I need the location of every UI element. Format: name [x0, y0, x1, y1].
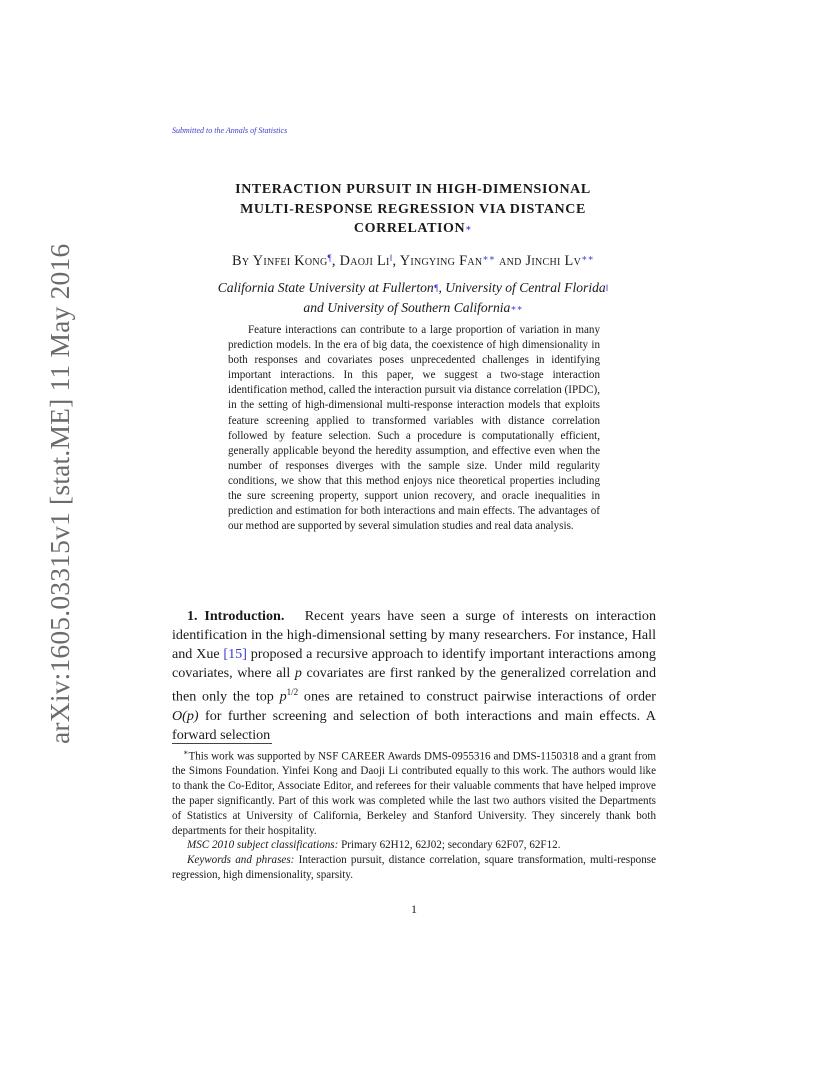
title-line-3: CORRELATION∗	[353, 221, 473, 236]
footnotes	[172, 746, 656, 883]
affiliation-line-2: and University of Southern California∗∗	[303, 300, 523, 315]
section-heading: 1. Introduction.	[187, 608, 285, 624]
arxiv-identifier-stamp	[8, 243, 75, 744]
page-number: 1	[411, 902, 417, 916]
affiliation-mark[interactable]: ¶	[327, 253, 332, 263]
keywords: Keywords and phrases: Interaction pursuit, distance correlation, square transformation, multi-response regression, high dimensionality, sparsity.	[172, 854, 656, 882]
abstract	[228, 323, 600, 534]
author-lv: Jinchi Lv	[525, 253, 582, 269]
affiliation-mark[interactable]: ∗∗	[510, 303, 523, 313]
author-kong: Yinfei Kong	[252, 253, 328, 269]
affiliation-mark[interactable]: ∗∗	[581, 253, 594, 263]
affiliation-line-1: California State University at Fullerton¶, University of Central Florida‖	[217, 280, 609, 295]
msc-classification: MSC 2010 subject classifications: Primary 62H12, 62J02; secondary 62F07, 62F12.	[187, 839, 561, 852]
affiliation-mark[interactable]: ∗∗	[482, 253, 496, 263]
affiliation-mark[interactable]: ‖	[605, 283, 609, 293]
affiliation-mark[interactable]: ¶	[433, 283, 439, 293]
author-fan: Yingying Fan	[399, 253, 483, 269]
title-footnote-mark[interactable]: ∗	[465, 223, 473, 233]
journal-note: Submitted to the Annals of Statistics	[172, 126, 288, 135]
introduction-section	[172, 607, 656, 745]
footnote-rule	[172, 743, 272, 744]
funding-footnote: ∗This work was supported by NSF CAREER Awards DMS-0955316 and DMS-1150318 and a grant from the Simons Foundation. Yinfei Kong and Daoji Li contributed equally to this work. The authors would like to thank the Co-Editor, Associate Editor, and referees for their valuable comments that have helped improve the paper significantly. Part of this work was completed while the last two authors visited the Departments of Statistics at University of California, Berkeley and Stanford University. They sincerely thank both departments for their hospitality.	[172, 748, 656, 837]
author-li: Daoji Li	[339, 253, 390, 269]
introduction-paragraph: 1. Introduction. Recent years have seen a surge of interests on interaction identification in the high-dimensional setting by many researchers. For instance, Hall and Xue [15] proposed a recursive approach to identify important interactions among covariates, where all p covariates are first ranked by the generalized correlation and then only the top $p^{1/2}$ ones are retained to construct pairwise interactions of order O(p) for further screening and selection of both interactions and main effects. A forward selection	[172, 608, 656, 743]
citation-link[interactable]: [15]	[223, 646, 247, 662]
title-line-2: MULTI-RESPONSE REGRESSION VIA DISTANCE	[240, 201, 586, 217]
abstract-text: Feature interactions can contribute to a large proportion of variation in many prediction models. In the era of big data, the coexistence of high dimensionality in both responses and covariates poses unprecedented challenges in identifying important interactions. In this paper, we suggest a two-stage interaction identification method, called the interaction pursuit via distance correlation (IPDC), in the setting of high-dimensional multi-response interaction models that exploits feature screening applied to transformed variables with distance correlation followed by feature selection. Such a procedure is computationally efficient, generally applicable beyond the heredity assumption, and effective even when the number of responses diverges with the sample size. Under mild regularity conditions, we show that this method enjoys nice theoretical properties including the sure screening property, support union recovery, and oracle inequalities in prediction and estimation for both interactions and main effects. The advantages of our method are supported by several simulation studies and real data analysis.	[228, 324, 600, 533]
affiliation-mark[interactable]: ‖	[389, 253, 393, 263]
title-line-1: INTERACTION PURSUIT IN HIGH-DIMENSIONAL	[235, 182, 591, 197]
paper-title	[172, 180, 654, 239]
affiliations	[172, 278, 654, 318]
arxiv-stamp-text: arXiv:1605.03315v1 [stat.ME] 11 May 2016	[44, 243, 75, 744]
author-list: By Yinfei Kong¶, Daoji Li‖, Yingying Fan∗∗ and Jinchi Lv∗∗	[232, 253, 594, 269]
